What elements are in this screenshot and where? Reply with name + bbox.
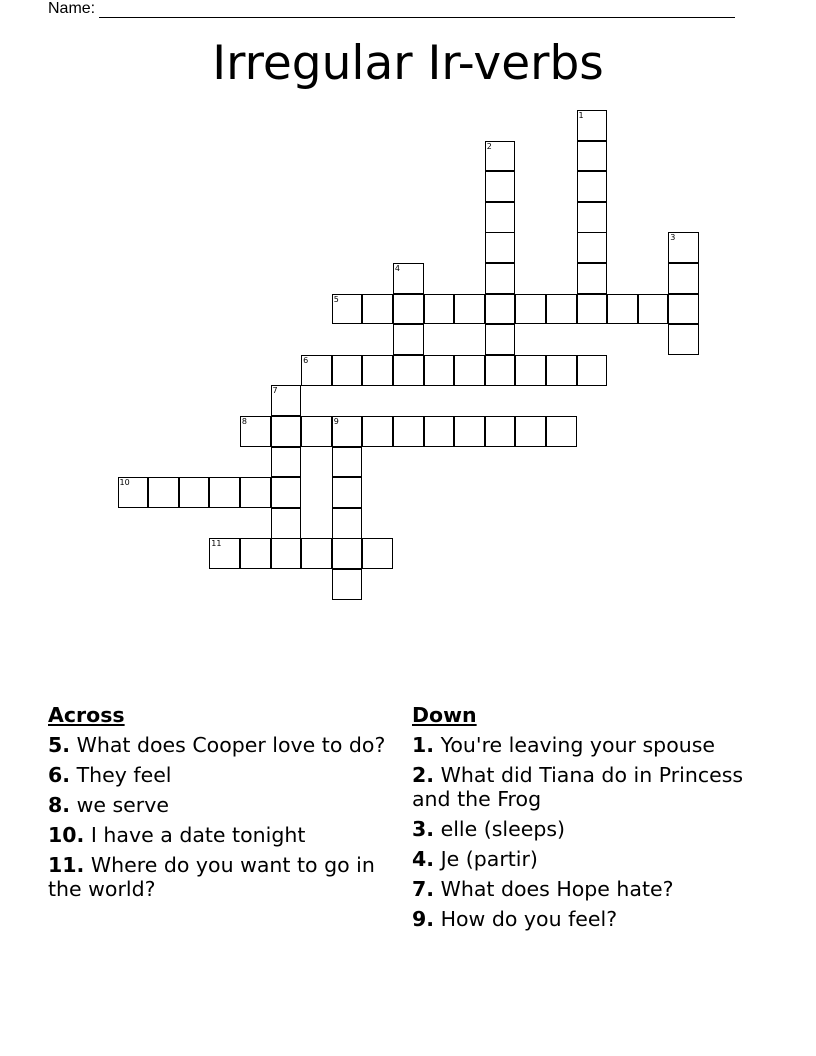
crossword-cell[interactable] bbox=[454, 294, 485, 325]
crossword-cell[interactable] bbox=[546, 416, 577, 447]
crossword-cell[interactable] bbox=[332, 569, 363, 600]
cell-number: 1 bbox=[578, 111, 584, 120]
crossword-cell[interactable] bbox=[577, 355, 608, 386]
crossword-cell[interactable] bbox=[301, 355, 332, 386]
crossword-cell[interactable] bbox=[209, 538, 240, 569]
crossword-cell[interactable] bbox=[362, 294, 393, 325]
across-heading: Across bbox=[48, 703, 125, 727]
crossword-cell[interactable] bbox=[209, 477, 240, 508]
crossword-cell[interactable] bbox=[424, 416, 455, 447]
crossword-cell[interactable] bbox=[362, 416, 393, 447]
cell-number: 11 bbox=[211, 539, 222, 549]
clue-across-6 bbox=[48, 763, 388, 787]
clue-number: 8. bbox=[48, 793, 71, 817]
crossword-cell[interactable] bbox=[362, 538, 393, 569]
clue-text: we serve bbox=[76, 793, 169, 817]
crossword-cell[interactable] bbox=[638, 294, 669, 325]
down-heading: Down bbox=[412, 703, 477, 727]
crossword-cell[interactable] bbox=[393, 294, 424, 325]
crossword-cell[interactable] bbox=[607, 294, 638, 325]
crossword-cell[interactable] bbox=[485, 232, 516, 263]
cell-number: 6 bbox=[303, 355, 309, 365]
crossword-cell[interactable] bbox=[271, 416, 302, 447]
crossword-cell[interactable] bbox=[271, 385, 302, 416]
crossword-cell[interactable] bbox=[577, 263, 608, 294]
crossword-cell[interactable] bbox=[332, 355, 363, 386]
clue-number: 6. bbox=[48, 763, 71, 787]
crossword-cell[interactable] bbox=[271, 538, 302, 569]
crossword-cell[interactable] bbox=[393, 416, 424, 447]
crossword-cell[interactable] bbox=[485, 355, 516, 386]
crossword-cell[interactable] bbox=[668, 294, 699, 325]
crossword-cell[interactable] bbox=[332, 416, 363, 447]
crossword-cell[interactable] bbox=[485, 324, 516, 355]
crossword-cell[interactable] bbox=[240, 538, 271, 569]
clue-text: What does Hope hate? bbox=[440, 877, 674, 901]
crossword-cell[interactable] bbox=[271, 508, 302, 539]
crossword-cell[interactable] bbox=[240, 416, 271, 447]
clue-number: 2. bbox=[412, 763, 435, 787]
clue-down-1 bbox=[412, 733, 772, 757]
clue-number: 3. bbox=[412, 817, 435, 841]
cell-number: 5 bbox=[333, 294, 339, 304]
crossword-cell[interactable] bbox=[454, 416, 485, 447]
clue-text: elle (sleeps) bbox=[440, 817, 566, 841]
clue-text: What does Cooper love to do? bbox=[76, 733, 386, 757]
crossword-cell[interactable] bbox=[393, 324, 424, 355]
crossword-cell[interactable] bbox=[148, 477, 179, 508]
clue-down-2 bbox=[412, 763, 772, 811]
clue-number: 7. bbox=[412, 877, 435, 901]
clue-down-9 bbox=[412, 907, 772, 931]
crossword-cell[interactable] bbox=[577, 232, 608, 263]
clue-text: Je (partir) bbox=[440, 847, 538, 871]
clue-across-11 bbox=[48, 853, 388, 901]
crossword-cell[interactable] bbox=[577, 110, 608, 141]
clue-down-4 bbox=[412, 847, 772, 871]
crossword-cell[interactable] bbox=[301, 416, 332, 447]
clue-text: What did Tiana do in Princess and the Frog bbox=[412, 763, 744, 811]
crossword-cell[interactable] bbox=[485, 294, 516, 325]
puzzle-title: Irregular Ir-verbs bbox=[212, 36, 604, 91]
crossword-cell[interactable] bbox=[332, 538, 363, 569]
crossword-cell[interactable] bbox=[485, 141, 516, 172]
crossword-cell[interactable] bbox=[271, 447, 302, 478]
crossword-cell[interactable] bbox=[424, 355, 455, 386]
clue-number: 4. bbox=[412, 847, 435, 871]
crossword-cell[interactable] bbox=[515, 416, 546, 447]
clue-text: You're leaving your spouse bbox=[440, 733, 716, 757]
cell-number: 8 bbox=[241, 417, 247, 426]
crossword-cell[interactable] bbox=[668, 263, 699, 294]
crossword-cell[interactable] bbox=[668, 232, 699, 263]
clue-text: Where do you want to go in the world? bbox=[48, 853, 375, 901]
cell-number: 4 bbox=[394, 264, 400, 273]
clue-text: How do you feel? bbox=[440, 907, 618, 931]
crossword-cell[interactable] bbox=[393, 263, 424, 294]
clue-number: 9. bbox=[412, 907, 435, 931]
down-clues bbox=[412, 703, 772, 937]
crossword-cell[interactable] bbox=[271, 477, 302, 508]
cell-number: 10 bbox=[119, 478, 130, 488]
crossword-cell[interactable] bbox=[485, 171, 516, 202]
cell-number: 9 bbox=[333, 417, 339, 426]
crossword-cell[interactable] bbox=[577, 294, 608, 325]
crossword-cell[interactable] bbox=[577, 171, 608, 202]
crossword-cell[interactable] bbox=[485, 202, 516, 233]
clue-across-10 bbox=[48, 823, 388, 847]
crossword-cell[interactable] bbox=[393, 355, 424, 386]
crossword-cell[interactable] bbox=[118, 477, 149, 508]
cell-number: 7 bbox=[272, 386, 278, 396]
clue-number: 11. bbox=[48, 853, 85, 877]
crossword-cell[interactable] bbox=[546, 355, 577, 386]
cell-number: 2 bbox=[486, 141, 492, 151]
crossword-cell[interactable] bbox=[362, 355, 393, 386]
crossword-cell[interactable] bbox=[515, 355, 546, 386]
clue-down-7 bbox=[412, 877, 772, 901]
crossword-cell[interactable] bbox=[240, 477, 271, 508]
crossword-cell[interactable] bbox=[485, 416, 516, 447]
crossword-cell[interactable] bbox=[332, 508, 363, 539]
crossword-cell[interactable] bbox=[577, 202, 608, 233]
crossword-cell[interactable] bbox=[332, 294, 363, 325]
clue-number: 10. bbox=[48, 823, 85, 847]
crossword-cell[interactable] bbox=[301, 538, 332, 569]
crossword-cell[interactable] bbox=[668, 324, 699, 355]
clue-across-5 bbox=[48, 733, 388, 757]
crossword-cell[interactable] bbox=[577, 141, 608, 172]
cell-number: 3 bbox=[670, 233, 676, 243]
crossword-cell[interactable] bbox=[454, 355, 485, 386]
clue-across-8 bbox=[48, 793, 388, 817]
crossword-cell[interactable] bbox=[515, 294, 546, 325]
crossword-cell[interactable] bbox=[332, 447, 363, 478]
name-label: Name: bbox=[48, 0, 96, 17]
crossword-cell[interactable] bbox=[546, 294, 577, 325]
crossword-cell[interactable] bbox=[485, 263, 516, 294]
crossword-cell[interactable] bbox=[332, 477, 363, 508]
clue-text: They feel bbox=[76, 763, 172, 787]
clue-text: I have a date tonight bbox=[90, 823, 306, 847]
crossword-cell[interactable] bbox=[179, 477, 210, 508]
across-clues bbox=[48, 703, 388, 907]
clue-down-3 bbox=[412, 817, 772, 841]
clue-number: 5. bbox=[48, 733, 71, 757]
crossword-cell[interactable] bbox=[424, 294, 455, 325]
clue-number: 1. bbox=[412, 733, 435, 757]
